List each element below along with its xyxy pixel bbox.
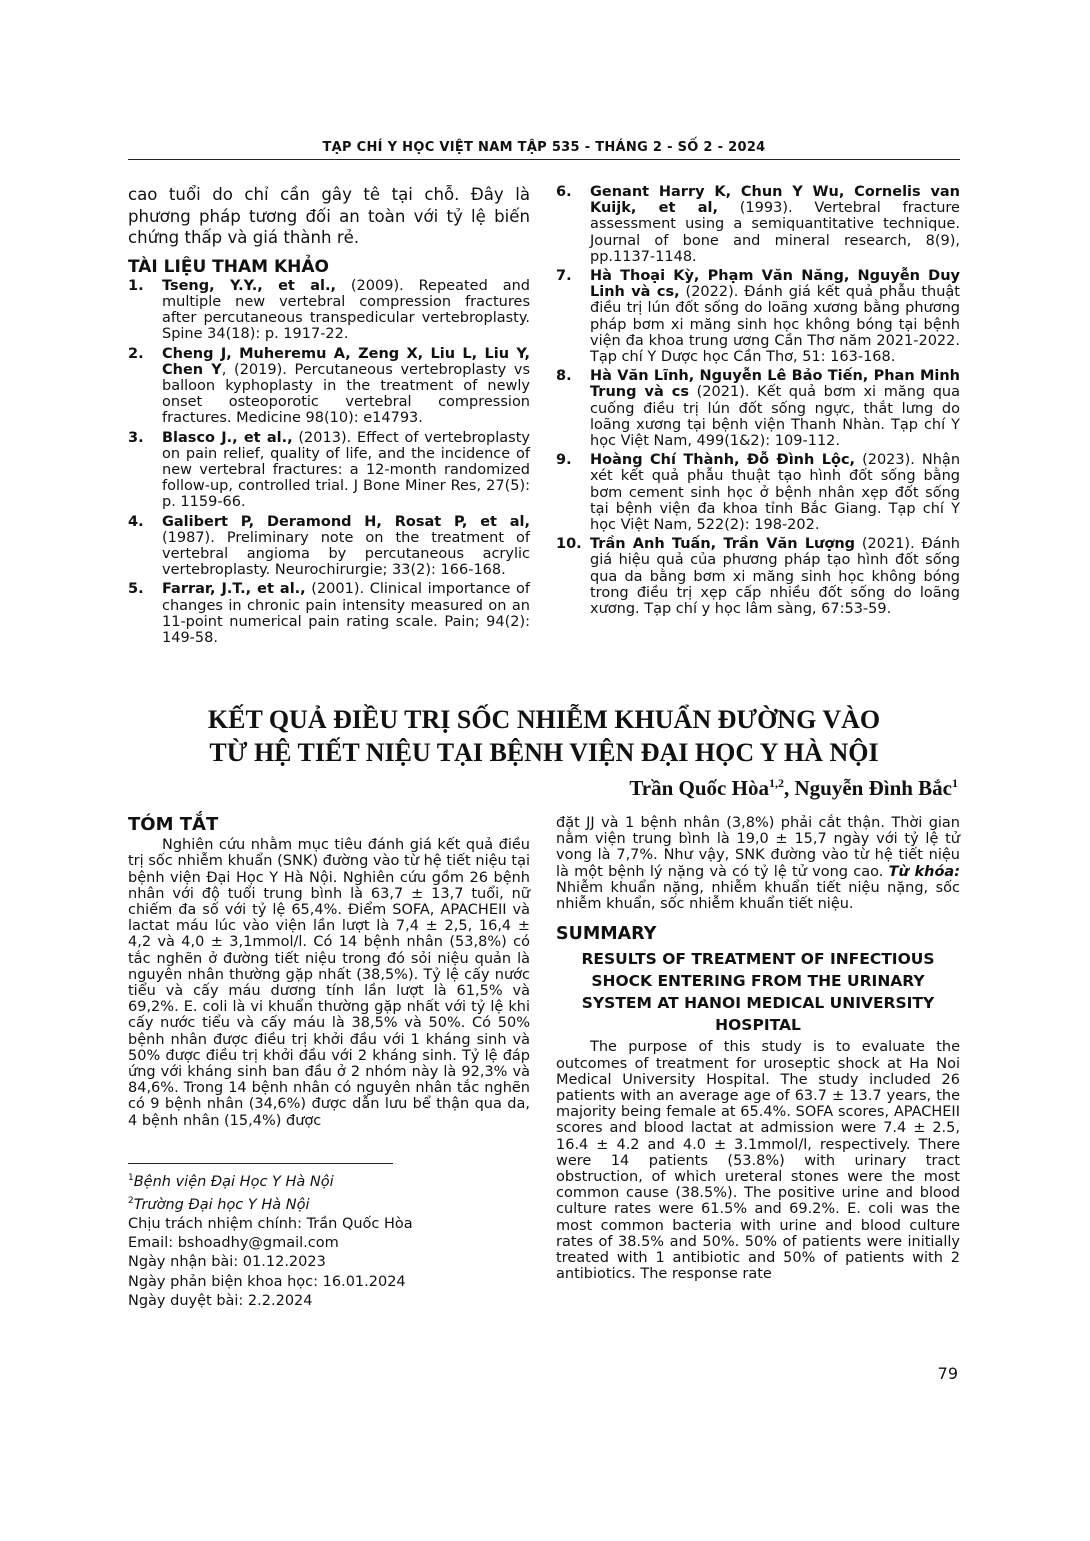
reference-item: [556, 268, 960, 365]
article-title-line-2: TỪ HỆ TIẾT NIỆU TẠI BỆNH VIỆN ĐẠI HỌC Y HÀ NỘI: [209, 738, 879, 767]
author-1-affiliation: 1,2: [768, 776, 784, 790]
journal-header: TẠP CHÍ Y HỌC VIỆT NAM TẬP 535 - THÁNG 2 - SỐ 2 - 2024: [322, 140, 766, 155]
article-title-line-1: KẾT QUẢ ĐIỀU TRỊ SỐC NHIỄM KHUẨN ĐƯỜNG VÀO: [207, 705, 881, 734]
reference-text: Farrar, J.T., et al., (2001). Clinical importance of changes in chronic pain intensity measured on an 11-point numerical pain rating scale. Pain; 94(2): 149-58.: [162, 581, 530, 646]
reference-item: [128, 430, 530, 511]
reference-text: Hoàng Chí Thành, Đỗ Đình Lộc, (2023). Nhận xét kết quả phẫu thuật tạo hình đốt sống bằng bơm cement sinh học ở bệnh nhân xẹp đốt sống tại bệnh viện đa khoa tỉnh Bắc Giang. Tạp chí Y học Việt Nam, 522(2): 198-202.: [590, 452, 961, 534]
references-list-left: [128, 278, 530, 646]
affiliation-1: $^1$Bệnh viện Đại Học Y Hà Nội: [128, 1172, 334, 1190]
reference-number: 1.: [128, 277, 144, 294]
reference-number: 6.: [556, 184, 572, 200]
author-2-affiliation: 1: [952, 776, 958, 790]
date-received: Ngày nhận bài: 01.12.2023: [128, 1254, 326, 1271]
summary-heading: SUMMARY: [556, 924, 657, 945]
reference-item: [556, 536, 960, 617]
reference-number: 7.: [556, 268, 572, 285]
affiliation-2: $^2$Trường Đại học Y Hà Nội: [128, 1195, 310, 1213]
reference-text: Galibert P, Deramond H, Rosat P, et al, (1987). Preliminary note on the treatment of vertebral angioma by percutaneous acrylic vertebroplasty. Neurochirurgie; 33(2): 166-168.: [162, 513, 530, 579]
abstract-vn-continued: đặt JJ và 1 bệnh nhân (3,8%) phải cắt thận. Thời gian nằm viện trung bình là 19,0 ± 15,7 ngày với tỷ lệ tử vong là 7,7%. Như vậy, SNK đường vào từ hệ tiết niệu là một bệnh lý nặng và có tỷ lệ tử vong cao. Từ khóa: Nhiễm khuẩn nặng, nhiễm khuẩn tiết niệu nặng, sốc nhiễm khuẩn, sốc nhiễm khuẩn tiết niệu.: [556, 815, 960, 913]
reference-text: Tseng, Y.Y., et al., (2009). Repeated and multiple new vertebral compression fractures after percutaneous transpedicular vertebroplasty. Spine 34(18): p. 1917-22.: [162, 277, 530, 343]
keywords-text: Nhiễm khuẩn nặng, nhiễm khuẩn tiết niệu nặng, sốc nhiễm khuẩn, sốc nhiễm khuẩn tiết niệu.: [556, 879, 960, 913]
date-accepted: Ngày duyệt bài: 2.2.2024: [128, 1292, 313, 1309]
summary-title-en: RESULTS OF TREATMENT OF INFECTIOUS SHOCK ENTERING FROM THE URINARY SYSTEM AT HANOI MEDICAL UNIVERSITY HOSPITAL: [581, 950, 935, 1035]
reference-item: [128, 346, 530, 427]
header-rule: [128, 159, 960, 160]
page-number: 79: [937, 1364, 958, 1383]
email: Email: bshoadhy@gmail.com: [128, 1235, 339, 1252]
reference-text: Trần Anh Tuấn, Trần Văn Lượng (2021). Đánh giá hiệu quả của phương pháp tạo hình đốt sống qua da bằng bơm xi măng sinh học không bóng trong điều trị xẹp cấp nhiều đốt sống do loãng xương. Tạp chí y học lâm sàng, 67:53-59.: [590, 536, 961, 618]
reference-item: [556, 452, 960, 533]
abstract-vn-text: Nghiên cứu nhằm mục tiêu đánh giá kết quả điều trị sốc nhiễm khuẩn (SNK) đường vào từ hệ tiết niệu tại bệnh viện Đại Học Y Hà Nội. Nghiên cứu gồm 26 bệnh nhân với độ tuổi trung bình là 63,7 ± 13,7 tuổi, nữ chiếm đa số với tỷ lệ 65,4%. Điểm SOFA, APACHEII và lactat máu lúc vào viện lần lượt là 7,4 ± 2,5, 16,4 ± 4,2 và 4,0 ± 3,1mmol/l. Có 14 bệnh nhân (53,8%) có tắc nghẽn ở đường tiết niệu trong đó sỏi niệu quản là nguyên nhân thường gặp nhất (38,5%). Tỷ lệ cấy nước tiểu và cấy máu dương tính lần lượt là 61,5% và 69,2%. E. coli là vi khuẩn thường gặp nhất với tỷ lệ khi cấy nước tiểu và cấy máu là 38,5% và 50%. Có 50% bệnh nhân được điều trị khởi đầu với 1 kháng sinh và 50% được điều trị khởi đầu với 2 kháng sinh. Tỷ lệ đáp ứng với kháng sinh ban đầu ở 2 nhóm này là 92,3% và 84,6%. Trong 14 bệnh nhân có nguyên nhân tắc nghẽn có 9 bệnh nhân (34,6%) được dẫn lưu bể thận qua da, 4 bệnh nhân (15,4%) được: [128, 837, 530, 1129]
reference-text: Hà Văn Lĩnh, Nguyễn Lê Bảo Tiến, Phan Minh Trung và cs (2021). Kết quả bơm xi măng qua cuống điều trị lún đốt sống ngực, thắt lưng do loãng xương tại bệnh viện Thanh Nhàn. Tạp chí Y học Việt Nam, 499(1&2): 109-112.: [590, 368, 960, 450]
reference-number: 10.: [556, 536, 582, 553]
abstract-left-column: [128, 814, 530, 1311]
references-heading: TÀI LIỆU THAM KHẢO: [128, 256, 329, 277]
author-2: Nguyễn Đình Bắc: [794, 776, 952, 800]
reference-text: Blasco J., et al., (2013). Effect of vertebroplasty on pain relief, quality of life, and the incidence of new vertebral fractures: a 12-month randomized follow-up, controlled trial. J Bone Miner Res, 27(5): p. 1159-66.: [162, 429, 530, 511]
reference-number: 9.: [556, 452, 572, 469]
reference-item: [128, 514, 530, 579]
reference-text: Genant Harry K, Chun Y Wu, Cornelis van Kuijk, et al, (1993). Vertebral fracture assessment using a semiquantitative technique. Journal of bone and mineral research, 8(9), pp.1137-1148.: [590, 184, 960, 265]
footnote-rule: [128, 1163, 393, 1164]
abstract-right-column: [556, 815, 960, 1282]
reference-item: [128, 581, 530, 646]
reference-number: 4.: [128, 513, 144, 530]
top-left-column: [128, 184, 530, 649]
reference-text: Hà Thoại Kỳ, Phạm Văn Năng, Nguyễn Duy Linh và cs, (2022). Đánh giá kết quả phẫu thuật điều trị lún đốt sống do loãng xương bằng phương pháp bơm xi măng sinh học không bóng tại bệnh viện đa khoa trung ương Cần Thơ năm 2021-2022. Tạp chí Y Dược học Cần Thơ, 51: 163-168.: [590, 268, 960, 366]
reference-item: [556, 368, 960, 449]
reference-item: [128, 278, 530, 343]
article-title: [128, 703, 960, 769]
summary-text: The purpose of this study is to evaluate the outcomes of treatment for uroseptic shock at Ha Noi Medical University Hospital. The study included 26 patients with an average age of 63.7 ± 13.7 years, the majority being female at 65.4%. SOFA scores, APACHEII scores and blood lactat at admission were 7.4 ± 2.5, 16.4 ± 4.2 and 4.0 ± 3.1mmol/l, respectively. There were 14 patients (53.8%) with urinary tract obstruction, of which ureteral stones were the most common cause (38.5%). The positive urine and blood culture rates were 61.5% and 69.2%. E. coli was the most common bacteria with urine and blood culture rates of 38.5% and 50%. 50% of patients were initially treated with 1 antibiotic and 50% of patients with 2 antibiotics. The response rate: [556, 1039, 960, 1283]
previous-article-conclusion: cao tuổi do chỉ cần gây tê tại chỗ. Đây là phương pháp tương đối an toàn với tỷ lệ biến chứng thấp và giá thành rẻ.: [128, 185, 530, 247]
reference-number: 2.: [128, 345, 144, 362]
author-separator: ,: [783, 776, 795, 800]
author-1: Trần Quốc Hòa: [629, 776, 769, 800]
references-list-right: [556, 184, 960, 617]
reference-text: Cheng J, Muheremu A, Zeng X, Liu L, Liu Y, Chen Y, (2019). Percutaneous vertebroplasty vs balloon kyphoplasty in the treatment of newly onset osteoporotic vertebral compression fractures. Medicine 98(10): e14793.: [162, 345, 531, 427]
reference-item: [556, 184, 960, 265]
keywords-label: Từ khóa:: [888, 863, 960, 880]
reference-number: 5.: [128, 581, 144, 598]
reference-number: 8.: [556, 368, 572, 385]
abstract-vn-heading: TÓM TẮT: [128, 814, 219, 835]
corresponding-author: Chịu trách nhiệm chính: Trần Quốc Hòa: [128, 1215, 413, 1232]
reference-number: 3.: [128, 429, 144, 446]
top-right-column: [556, 184, 960, 620]
authors-line: [629, 776, 958, 801]
date-reviewed: Ngày phản biện khoa học: 16.01.2024: [128, 1273, 406, 1290]
